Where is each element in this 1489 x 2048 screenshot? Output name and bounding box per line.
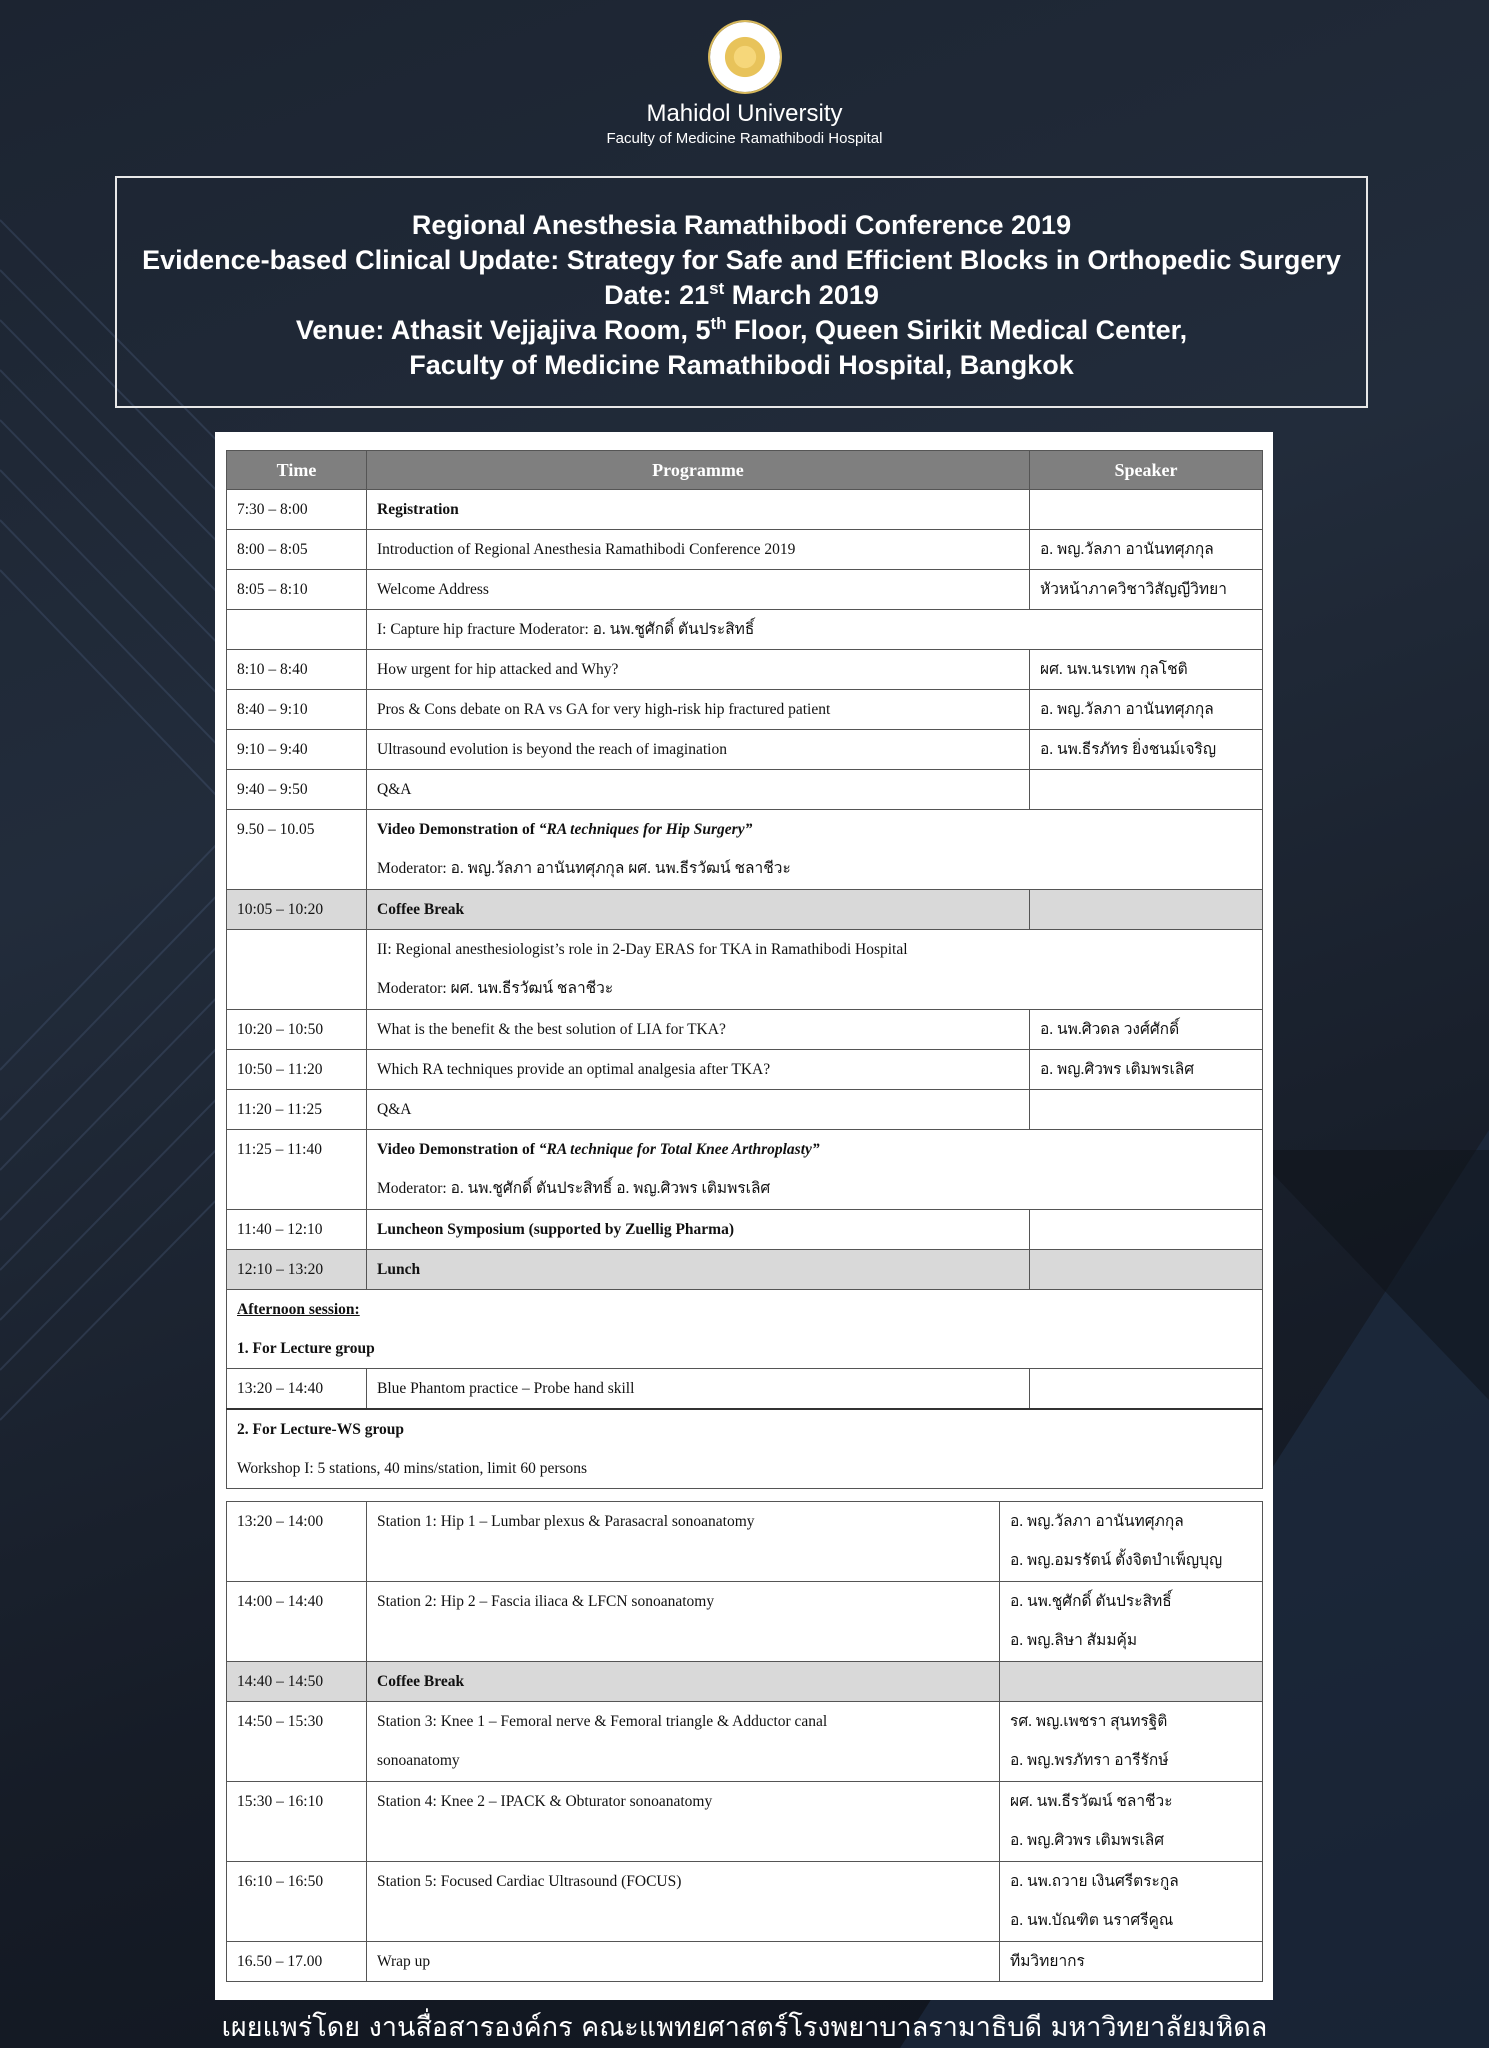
speaker-2: อ. นพ.บัณฑิต นราศรีคูณ bbox=[1010, 1912, 1174, 1929]
header-programme: Programme bbox=[367, 451, 1030, 490]
moderator-line: Moderator: อ. พญ.วัลภา อานันทศุภกุล ผศ. นพ.ธีรวัฒน์ ชลาชีวะ bbox=[377, 860, 791, 877]
session-heading-cell bbox=[367, 930, 1263, 1010]
programme-cell: Station 5: Focused Cardiac Ultrasound (FOCUS) bbox=[367, 1862, 1000, 1942]
speaker-cell: อ. พญ.ศิวพร เติมพรเลิศ bbox=[1030, 1050, 1263, 1090]
time-cell bbox=[227, 610, 367, 650]
header bbox=[0, 22, 1489, 147]
time-cell: 15:30 – 16:10 bbox=[227, 1782, 367, 1862]
speaker-1: รศ. พญ.เพชรา สุนทรฐิติ bbox=[1010, 1713, 1168, 1730]
programme-line-1: Station 3: Knee 1 – Femoral nerve & Femoral triangle & Adductor canal bbox=[377, 1713, 828, 1730]
table-row-session-heading bbox=[227, 930, 1263, 1010]
speaker-2: อ. พญ.พรภัทรา อารีรักษ์ bbox=[1010, 1752, 1169, 1769]
moderator-line: Moderator: ผศ. นพ.ธีรวัฒน์ ชลาชีวะ bbox=[377, 980, 614, 997]
faculty-name: Faculty of Medicine Ramathibodi Hospital bbox=[606, 130, 883, 147]
speaker-cell bbox=[1000, 1862, 1263, 1942]
conference-venue bbox=[117, 313, 1366, 348]
speaker-cell bbox=[1030, 770, 1263, 810]
speaker-1: ผศ. นพ.ธีรวัฒน์ ชลาชีวะ bbox=[1010, 1793, 1173, 1810]
header-time: Time bbox=[227, 451, 367, 490]
table-row bbox=[227, 690, 1263, 730]
time-cell: 11:25 – 11:40 bbox=[227, 1130, 367, 1210]
speaker-cell: ผศ. นพ.นรเทพ กุลโชติ bbox=[1030, 650, 1263, 690]
speaker-cell: ทีมวิทยากร bbox=[1000, 1942, 1263, 1982]
time-cell: 14:00 – 14:40 bbox=[227, 1582, 367, 1662]
university-name: Mahidol University bbox=[646, 100, 843, 127]
footer-credit: เผยแพร่โดย งานสื่อสารองค์กร คณะแพทยศาสตร์โรงพยาบาลรามาธิบดี มหาวิทยาลัยมหิดล bbox=[221, 2012, 1268, 2043]
table-row bbox=[227, 1782, 1263, 1862]
section-cell bbox=[227, 1290, 1263, 1330]
time-cell: 10:05 – 10:20 bbox=[227, 890, 367, 930]
programme-cell: Which RA techniques provide an optimal analgesia after TKA? bbox=[367, 1050, 1030, 1090]
conference-date bbox=[117, 278, 1366, 313]
table-row-section bbox=[227, 1329, 1263, 1369]
video-demo-title bbox=[377, 810, 1252, 849]
time-cell: 7:30 – 8:00 bbox=[227, 490, 367, 530]
conference-title: Regional Anesthesia Ramathibodi Conference 2019 bbox=[411, 210, 1072, 240]
programme-cell: Station 1: Hip 1 – Lumbar plexus & Parasacral sonoanatomy bbox=[367, 1502, 1000, 1582]
conference-title-box bbox=[115, 176, 1368, 408]
programme-cell: Q&A bbox=[367, 1090, 1030, 1130]
programme-cell: Station 2: Hip 2 – Fascia iliaca & LFCN sonoanatomy bbox=[367, 1582, 1000, 1662]
time-cell: 9:40 – 9:50 bbox=[227, 770, 367, 810]
workshop-table bbox=[226, 1501, 1263, 1982]
speaker-cell bbox=[1000, 1662, 1263, 1702]
table-row bbox=[227, 1210, 1263, 1250]
time-cell: 9:10 – 9:40 bbox=[227, 730, 367, 770]
table-row-section bbox=[227, 1409, 1263, 1449]
programme-cell: Ultrasound evolution is beyond the reach of imagination bbox=[367, 730, 1030, 770]
programme-cell: Introduction of Regional Anesthesia Ramathibodi Conference 2019 bbox=[367, 530, 1030, 570]
table-row bbox=[227, 1862, 1263, 1942]
time-cell: 10:50 – 11:20 bbox=[227, 1050, 367, 1090]
table-row bbox=[227, 1502, 1263, 1582]
programme-cell: Lunch bbox=[367, 1250, 1030, 1290]
programme-cell bbox=[367, 810, 1263, 890]
time-cell: 11:20 – 11:25 bbox=[227, 1090, 367, 1130]
programme-cell: Station 4: Knee 2 – IPACK & Obturator sonoanatomy bbox=[367, 1782, 1000, 1862]
time-cell: 16:10 – 16:50 bbox=[227, 1862, 367, 1942]
table-row bbox=[227, 530, 1263, 570]
speaker-2: อ. พญ.อมรรัตน์ ตั้งจิตบำเพ็ญบุญ bbox=[1010, 1552, 1223, 1569]
section-cell: Workshop I: 5 stations, 40 mins/station, limit 60 persons bbox=[227, 1449, 1263, 1489]
table-row-video-demo bbox=[227, 810, 1263, 890]
table-row bbox=[227, 1369, 1263, 1410]
table-row bbox=[227, 1090, 1263, 1130]
time-cell: 12:10 – 13:20 bbox=[227, 1250, 367, 1290]
session-heading-cell: I: Capture hip fracture Moderator: อ. นพ.ชูศักดิ์ ตันประสิทธิ์ bbox=[367, 610, 1263, 650]
programme-cell: Q&A bbox=[367, 770, 1030, 810]
table-row-break bbox=[227, 890, 1263, 930]
table-row bbox=[227, 1582, 1263, 1662]
table-row-video-demo bbox=[227, 1130, 1263, 1210]
venue-rest: Floor, Queen Sirikit Medical Center, bbox=[726, 315, 1188, 345]
video-demo-topic: “RA technique for Total Knee Arthroplasty” bbox=[538, 1141, 820, 1158]
table-row bbox=[227, 1702, 1263, 1782]
speaker-1: อ. นพ.ถวาย เงินศรีตระกูล bbox=[1010, 1873, 1179, 1890]
speaker-cell: อ. พญ.วัลภา อานันทศุภกุล bbox=[1030, 690, 1263, 730]
table-row-break bbox=[227, 1662, 1263, 1702]
programme-cell: Registration bbox=[367, 490, 1030, 530]
speaker-cell: อ. พญ.วัลภา อานันทศุภกุล bbox=[1030, 530, 1263, 570]
venue-sup: th bbox=[710, 314, 727, 333]
time-cell: 13:20 – 14:40 bbox=[227, 1369, 367, 1410]
afternoon-session-label: Afternoon session: bbox=[237, 1301, 360, 1318]
time-cell: 14:40 – 14:50 bbox=[227, 1662, 367, 1702]
time-cell: 10:20 – 10:50 bbox=[227, 1010, 367, 1050]
video-demo-topic: “RA techniques for Hip Surgery” bbox=[538, 821, 753, 838]
programme-cell: Welcome Address bbox=[367, 570, 1030, 610]
speaker-1: อ. นพ.ชูศักดิ์ ตันประสิทธิ์ bbox=[1010, 1593, 1172, 1610]
speaker-cell: อ. นพ.ศิวดล วงศ์ศักดิ์ bbox=[1030, 1010, 1263, 1050]
programme-cell: Coffee Break bbox=[367, 890, 1030, 930]
date-text: Date: 21 bbox=[604, 280, 710, 310]
schedule-table bbox=[226, 450, 1263, 1489]
conference-venue-line2: Faculty of Medicine Ramathibodi Hospital, Bangkok bbox=[409, 350, 1074, 380]
schedule-sheet bbox=[215, 432, 1273, 2000]
time-cell: 11:40 – 12:10 bbox=[227, 1210, 367, 1250]
programme-cell: Luncheon Symposium (supported by Zuellig Pharma) bbox=[367, 1210, 1030, 1250]
video-demo-title bbox=[377, 1130, 1252, 1169]
table-row bbox=[227, 650, 1263, 690]
date-sup: st bbox=[709, 279, 725, 298]
table-row bbox=[227, 1050, 1263, 1090]
section-cell: 1. For Lecture group bbox=[227, 1329, 1263, 1369]
date-month: March 2019 bbox=[724, 280, 879, 310]
time-cell: 8:00 – 8:05 bbox=[227, 530, 367, 570]
table-row-break bbox=[227, 1250, 1263, 1290]
speaker-cell bbox=[1030, 1090, 1263, 1130]
speaker-cell bbox=[1030, 1369, 1263, 1410]
speaker-cell bbox=[1030, 1210, 1263, 1250]
programme-cell: Coffee Break bbox=[367, 1662, 1000, 1702]
table-row bbox=[227, 570, 1263, 610]
university-logo bbox=[710, 22, 780, 92]
session-title: II: Regional anesthesiologist’s role in 2-Day ERAS for TKA in Ramathibodi Hospital bbox=[377, 941, 908, 958]
programme-cell: What is the benefit & the best solution of LIA for TKA? bbox=[367, 1010, 1030, 1050]
table-row bbox=[227, 1010, 1263, 1050]
header-speaker: Speaker bbox=[1030, 451, 1263, 490]
video-demo-label: Video Demonstration of bbox=[377, 1141, 539, 1158]
speaker-2: อ. พญ.ลิษา สัมมคุ้ม bbox=[1010, 1632, 1138, 1649]
programme-cell: Wrap up bbox=[367, 1942, 1000, 1982]
programme-line-2: sonoanatomy bbox=[377, 1752, 460, 1769]
speaker-cell bbox=[1000, 1502, 1263, 1582]
time-cell: 9.50 – 10.05 bbox=[227, 810, 367, 890]
speaker-cell bbox=[1030, 490, 1263, 530]
speaker-2: อ. พญ.ศิวพร เติมพรเลิศ bbox=[1010, 1832, 1165, 1849]
programme-cell: How urgent for hip attacked and Why? bbox=[367, 650, 1030, 690]
speaker-cell bbox=[1000, 1582, 1263, 1662]
speaker-cell: อ. นพ.ธีรภัทร ยิ่งชนม์เจริญ bbox=[1030, 730, 1263, 770]
programme-cell bbox=[367, 1702, 1000, 1782]
table-row-section bbox=[227, 1449, 1263, 1489]
speaker-cell bbox=[1000, 1782, 1263, 1862]
table-row bbox=[227, 1942, 1263, 1982]
time-cell: 8:05 – 8:10 bbox=[227, 570, 367, 610]
programme-cell: Pros & Cons debate on RA vs GA for very high-risk hip fractured patient bbox=[367, 690, 1030, 730]
speaker-cell bbox=[1030, 890, 1263, 930]
time-cell: 16.50 – 17.00 bbox=[227, 1942, 367, 1982]
programme-cell: Blue Phantom practice – Probe hand skill bbox=[367, 1369, 1030, 1410]
speaker-1: อ. พญ.วัลภา อานันทศุภกุล bbox=[1010, 1513, 1184, 1530]
speaker-cell: หัวหน้าภาควิชาวิสัญญีวิทยา bbox=[1030, 570, 1263, 610]
table-row bbox=[227, 730, 1263, 770]
table-row-session-heading bbox=[227, 610, 1263, 650]
video-demo-label: Video Demonstration of bbox=[377, 821, 539, 838]
time-cell: 14:50 – 15:30 bbox=[227, 1702, 367, 1782]
time-cell bbox=[227, 930, 367, 1010]
table-row bbox=[227, 490, 1263, 530]
programme-cell bbox=[367, 1130, 1263, 1210]
time-cell: 13:20 – 14:00 bbox=[227, 1502, 367, 1582]
speaker-cell bbox=[1000, 1702, 1263, 1782]
time-cell: 8:40 – 9:10 bbox=[227, 690, 367, 730]
time-cell: 8:10 – 8:40 bbox=[227, 650, 367, 690]
moderator-line: Moderator: อ. นพ.ชูศักดิ์ ตันประสิทธิ์ อ. พญ.ศิวพร เติมพรเลิศ bbox=[377, 1180, 771, 1197]
venue-text: Venue: Athasit Vejjajiva Room, 5 bbox=[295, 315, 711, 345]
table-row bbox=[227, 770, 1263, 810]
conference-subtitle: Evidence-based Clinical Update: Strategy for Safe and Efficient Blocks in Orthopedic Surgery bbox=[142, 245, 1341, 275]
section-cell: 2. For Lecture-WS group bbox=[227, 1409, 1263, 1449]
table-header-row bbox=[227, 451, 1263, 490]
table-row-section bbox=[227, 1290, 1263, 1330]
speaker-cell bbox=[1030, 1250, 1263, 1290]
